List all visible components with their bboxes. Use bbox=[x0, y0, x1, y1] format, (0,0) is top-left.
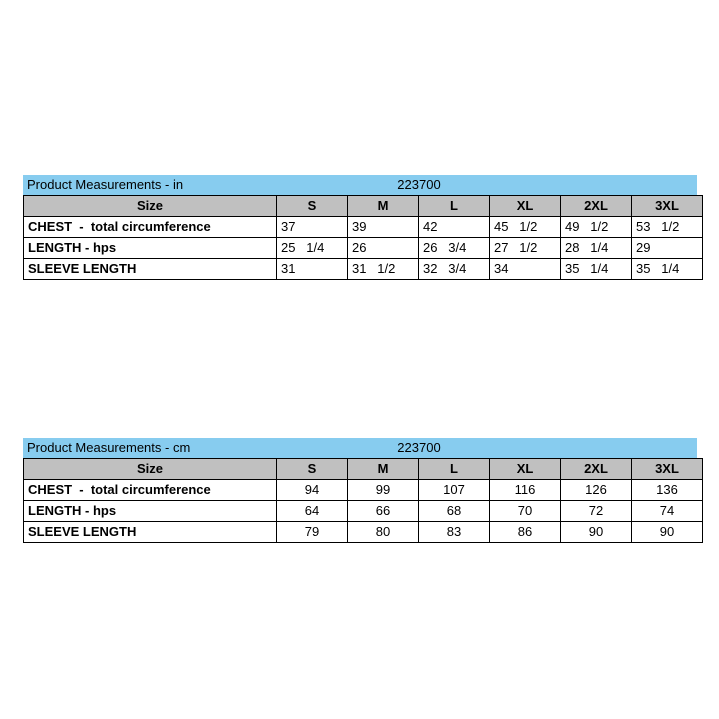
cell-value: 99 bbox=[348, 480, 419, 501]
header-size: Size bbox=[24, 459, 277, 480]
cell-value: 64 bbox=[277, 501, 348, 522]
table-title-bar bbox=[23, 175, 697, 195]
row-label: SLEEVE LENGTH bbox=[24, 259, 277, 280]
product-code: 223700 bbox=[397, 177, 441, 192]
row-label: LENGTH - hps bbox=[24, 501, 277, 522]
header-m: M bbox=[348, 459, 419, 480]
header-xl: XL bbox=[490, 459, 561, 480]
measurements-grid bbox=[23, 458, 703, 543]
header-size: Size bbox=[24, 196, 277, 217]
header-2xl: 2XL bbox=[561, 459, 632, 480]
cell-value: 34 bbox=[490, 259, 561, 280]
cell-value: 83 bbox=[419, 522, 490, 543]
cell-value: 37 bbox=[277, 217, 348, 238]
cell-value: 66 bbox=[348, 501, 419, 522]
header-l: L bbox=[419, 459, 490, 480]
table-row-length bbox=[24, 501, 703, 522]
table-row-chest bbox=[24, 217, 703, 238]
header-xl: XL bbox=[490, 196, 561, 217]
cell-value: 79 bbox=[277, 522, 348, 543]
header-2xl: 2XL bbox=[561, 196, 632, 217]
cell-value: 80 bbox=[348, 522, 419, 543]
cell-value: 35 1/4 bbox=[561, 259, 632, 280]
measurements-table-in bbox=[23, 175, 697, 280]
header-3xl: 3XL bbox=[632, 196, 703, 217]
header-s: S bbox=[277, 459, 348, 480]
cell-value: 31 bbox=[277, 259, 348, 280]
cell-value: 68 bbox=[419, 501, 490, 522]
cell-value: 74 bbox=[632, 501, 703, 522]
cell-value: 72 bbox=[561, 501, 632, 522]
cell-value: 32 3/4 bbox=[419, 259, 490, 280]
table-row-sleeve bbox=[24, 522, 703, 543]
cell-value: 86 bbox=[490, 522, 561, 543]
cell-value: 42 bbox=[419, 217, 490, 238]
row-label: LENGTH - hps bbox=[24, 238, 277, 259]
table-title: Product Measurements - in bbox=[27, 177, 184, 192]
row-label: SLEEVE LENGTH bbox=[24, 522, 277, 543]
table-row-chest bbox=[24, 480, 703, 501]
cell-value: 26 bbox=[348, 238, 419, 259]
table-row-length bbox=[24, 238, 703, 259]
header-s: S bbox=[277, 196, 348, 217]
cell-value: 53 1/2 bbox=[632, 217, 703, 238]
cell-value: 28 1/4 bbox=[561, 238, 632, 259]
cell-value: 126 bbox=[561, 480, 632, 501]
product-code: 223700 bbox=[397, 440, 441, 455]
measurements-grid bbox=[23, 195, 703, 280]
measurements-table-cm bbox=[23, 438, 697, 543]
row-label: CHEST - total circumference bbox=[24, 480, 277, 501]
header-m: M bbox=[348, 196, 419, 217]
cell-value: 31 1/2 bbox=[348, 259, 419, 280]
cell-value: 107 bbox=[419, 480, 490, 501]
cell-value: 70 bbox=[490, 501, 561, 522]
header-3xl: 3XL bbox=[632, 459, 703, 480]
table-title-bar bbox=[23, 438, 697, 458]
cell-value: 39 bbox=[348, 217, 419, 238]
cell-value: 29 bbox=[632, 238, 703, 259]
cell-value: 116 bbox=[490, 480, 561, 501]
cell-value: 90 bbox=[632, 522, 703, 543]
cell-value: 35 1/4 bbox=[632, 259, 703, 280]
cell-value: 25 1/4 bbox=[277, 238, 348, 259]
cell-value: 90 bbox=[561, 522, 632, 543]
cell-value: 27 1/2 bbox=[490, 238, 561, 259]
header-row bbox=[24, 196, 703, 217]
cell-value: 136 bbox=[632, 480, 703, 501]
table-title: Product Measurements - cm bbox=[27, 440, 191, 455]
cell-value: 94 bbox=[277, 480, 348, 501]
cell-value: 26 3/4 bbox=[419, 238, 490, 259]
cell-value: 49 1/2 bbox=[561, 217, 632, 238]
row-label: CHEST - total circumference bbox=[24, 217, 277, 238]
header-l: L bbox=[419, 196, 490, 217]
cell-value: 45 1/2 bbox=[490, 217, 561, 238]
table-row-sleeve bbox=[24, 259, 703, 280]
header-row bbox=[24, 459, 703, 480]
